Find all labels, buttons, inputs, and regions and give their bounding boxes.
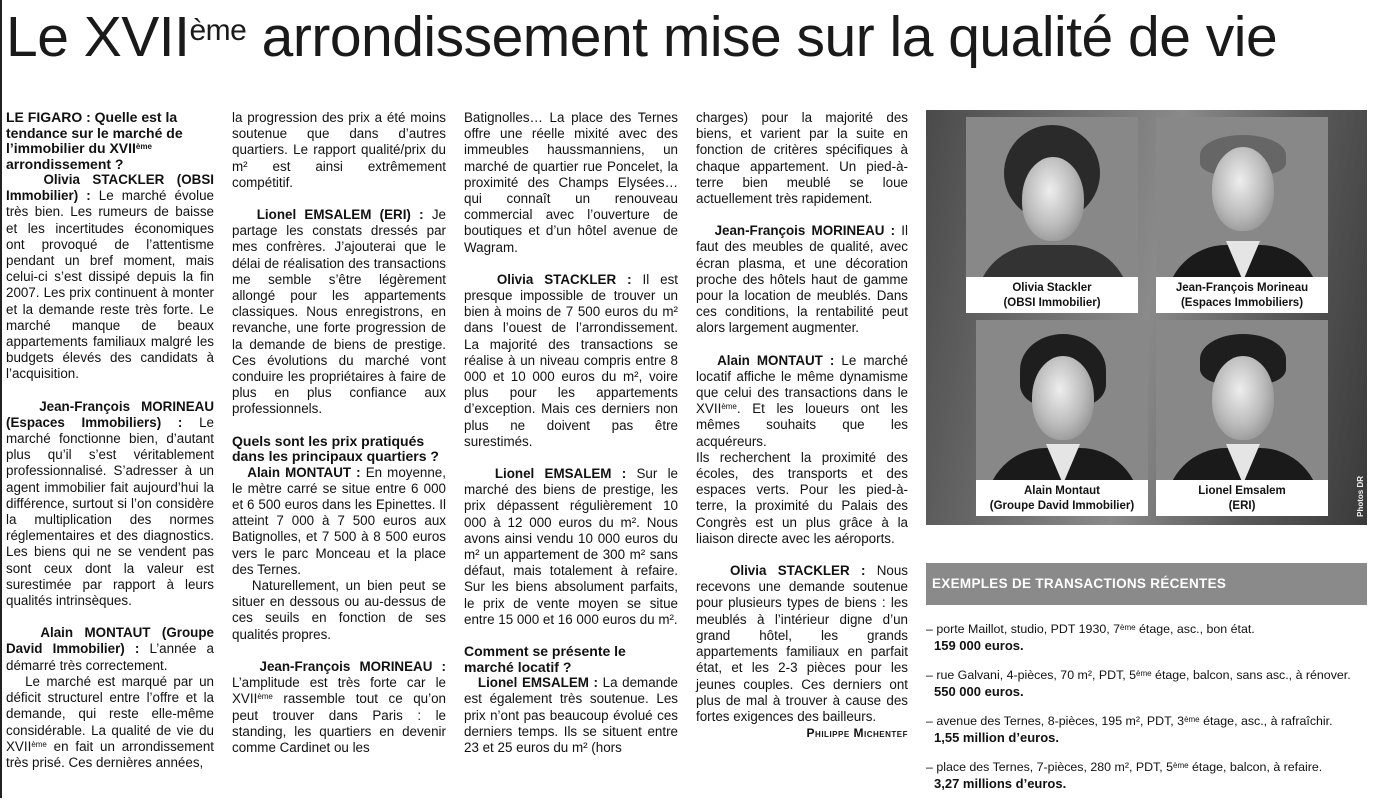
answer-morineau-2: Jean-François MORINEAU : L’amplitude est très forte car le XVIIème rassemble tout ce qu’on peut trouver dans Paris : le standing, les quartiers en devenir comme Cardinet ou les — [232, 658, 446, 755]
answer-emsalem-1: Lionel EMSALEM (ERI) : Je partage les constats dressés par mes confrères. J’ajouterai que le délai de réalisation des transactions me semble s’être légèrement allongé pour les appartements classiques. Nous enregistrons, en revanche, une forte progression de la demande de biens de prestige. Ces évolutions du marché vont conduire les propriétaires à faire de plus en plus confiance aux professionnels. — [232, 207, 446, 417]
answer-stackler-2: Olivia STACKLER : Il est presque impossible de trouver un bien à moins de 7 500 euros du m² dans l’ouest de l’arrondissement. La majorité des transactions se réalise à un niveau compris entre 8 000 et 10 000 euros du m², voire plus pour les appartements d’exception. Mais ces derniers non plus ne doivent pas être surestimés. — [464, 271, 679, 449]
answer-montaut-1b: Le marché est marqué par un déficit structurel entre l’offre et la demande, qui reste elle-même considérable. La qualité de vie du XVIIème en fait un arrondissement très prisé. Ces dernières années, — [6, 673, 214, 770]
text-col4-1: charges) pour la majorité des biens, et varient par la suite en fonction de critères spécifiques à chaque appartement. Un pied-à-terre bien meublé se loue actuellement très rapidement. — [696, 110, 908, 207]
column-3 — [464, 110, 678, 756]
caption-montaut: Alain Montaut (Groupe David Immobilier) — [976, 480, 1148, 516]
question-2: Quels sont les prix pratiqués dans les principaux quartiers ? — [232, 432, 439, 465]
answer-stackler-3: Olivia STACKLER : Nous recevons une demande soutenue pour plusieurs types de biens : les meublés à l’intérieur digne d’un grand hôtel, les grands appartements familiaux en parfait état, et les 2-3 pièces pour les jeunes couples. Ces derniers ont plus de mal à trouver à cause des fortes exigences des bailleurs. — [696, 563, 908, 724]
signature: Philippe Michentef — [806, 726, 908, 741]
text-col3-1: Batignolles… La place des Ternes offre une réelle mixité avec des immeubles haussmanniens, un marché de quartier rue Poncelet, la proximité des Champs Elysées… qui connaît un renouveau commercial avec l’ouverture de boutiques et d’un hôtel avenue de Wagram. — [464, 110, 678, 255]
photo-credit: Photos DR — [1356, 476, 1365, 517]
transaction-item: – rue Galvani, 4-pièces, 70 m², PDT, 5ème étage, balcon, sans asc., à rénover. 550 000 euros. — [926, 668, 1367, 699]
answer-morineau-3: Jean-François MORINEAU : Il faut des meubles de qualité, avec écran plasma, et une décoration proche des hôtels haut de gamme pour la location de meublés. Dans ces conditions, la rentabilité peut alors largement augmenter. — [696, 223, 908, 336]
portrait-morineau — [1156, 117, 1328, 313]
answer-morineau-1: Jean-François MORINEAU (Espaces Immobiliers) : Le marché fonctionne bien, d’autant plus qu’il s’est véritablement professionnalisé. S’adresser à un agent immobilier fait aujourd’hui la différence, surtout si l’on considère la multiplication des normes réglementaires et des diagnostics. Les biens qui ne se vendent pas sont ceux dont la valeur est surestimée par rapport à leurs qualités intrinsèques. — [6, 398, 214, 609]
answer-montaut-2b: Naturellement, un bien peut se situer en dessous ou au-dessus de ces seuils en fonction de ses qualités propres. — [232, 578, 446, 642]
transaction-price: 159 000 euros. — [934, 637, 1024, 653]
photo-panel — [926, 110, 1367, 525]
column-2 — [232, 110, 446, 756]
transaction-item: – place des Ternes, 7-pièces, 280 m², PDT, 5ème étage, balcon, à refaire. 3,27 millions d’euros. — [926, 760, 1367, 791]
column-4 — [696, 110, 908, 741]
caption-morineau: Jean-François Morineau (Espaces Immobiliers) — [1156, 277, 1328, 313]
column-1 — [6, 110, 214, 771]
transaction-price: 1,55 million d’euros. — [934, 729, 1059, 745]
caption-emsalem: Lionel Emsalem (ERI) — [1156, 480, 1328, 516]
text-col2-1: la progression des prix a été moins soutenue que dans d’autres quartiers. Le rapport qualité/prix du m² est ainsi extrêmement compétitif. — [232, 110, 446, 190]
transaction-item: – avenue des Ternes, 8-pièces, 195 m², PDT, 3ème étage, asc., à rafraîchir. 1,55 million d’euros. — [926, 714, 1367, 745]
transaction-price: 3,27 millions d’euros. — [934, 775, 1067, 791]
headline-pre: Le XVII — [6, 5, 190, 69]
answer-montaut-3b: Ils recherchent la proximité des écoles, des transports et des espaces verts. Pour les pied-à-terre, la proximité du Palais des Congrès est un plus grâce à la liaison directe avec les aéroports. — [696, 449, 908, 546]
answer-montaut-1: Alain MONTAUT (Groupe David Immobilier) : L’année a démarré très correctement. — [6, 625, 214, 673]
portrait-stackler — [966, 117, 1138, 313]
headline-sup: ème — [189, 14, 247, 47]
headline — [6, 2, 1371, 74]
answer-emsalem-2: Lionel EMSALEM : Sur le marché des biens de prestige, les prix dépassent régulièrement 10 000 à 12 000 euros du m². Nous avons ainsi vendu 10 000 euros du m² un appartement de 300 m² sans défaut, mais totalement à refaire. Sur les biens absolument parfaits, le prix de vente moyen se situe entre 15 000 et 16 000 euros du m². — [464, 466, 679, 627]
question-3: Comment se présente le marché locatif ? — [464, 643, 626, 675]
question-1: LE FIGARO : Quelle est la tendance sur le marché de l’immobilier du XVIIème arrondissement ? — [6, 109, 183, 172]
answer-montaut-2: Alain MONTAUT : En moyenne, le mètre carré se situe entre 6 000 et 6 500 euros dans les Epinettes. Il atteint 7 000 à 7 500 euros aux Batignolles, et 7 500 à 8 500 euros vers le parc Monceau et la place des Ternes. — [232, 464, 446, 577]
transaction-item: – porte Maillot, studio, PDT 1930, 7ème étage, asc., bon état. 159 000 euros. — [926, 622, 1367, 653]
caption-stackler: Olivia Stackler (OBSI Immobilier) — [966, 277, 1138, 313]
portrait-emsalem — [1156, 320, 1328, 516]
transaction-price: 550 000 euros. — [934, 683, 1024, 699]
left-rule — [0, 0, 2, 798]
answer-montaut-3: Alain MONTAUT : Le marché locatif affiche le même dynamisme que celui des transactions dans le XVIIème. Et les loueurs ont les mêmes souhaits que les acquéreurs. — [696, 352, 908, 449]
answer-stackler-1: Olivia STACKLER (OBSI Immobilier) : Le marché évolue très bien. Les rumeurs de baisse et les incertitudes économiques ont provoqué de l’attentisme pendant un bref moment, mais celui-ci s’est dissipé depuis la fin 2007. Les prix continuent à monter et la demande reste très forte. Le marché manque de beaux appartements familiaux malgré les budgets élevés des candidats à l’acquisition. — [6, 172, 214, 382]
transactions-list — [926, 622, 1367, 806]
portrait-montaut — [976, 320, 1148, 516]
answer-emsalem-3: Lionel EMSALEM : La demande est également très soutenue. Les prix n’ont pas beaucoup évolué ces derniers temps. Ils se situent entre 23 et 25 euros du m² (hors — [464, 675, 678, 755]
transactions-title: EXEMPLES DE TRANSACTIONS RÉCENTES — [926, 563, 1367, 605]
headline-post: arrondissement mise sur la qualité de vie — [246, 5, 1278, 69]
